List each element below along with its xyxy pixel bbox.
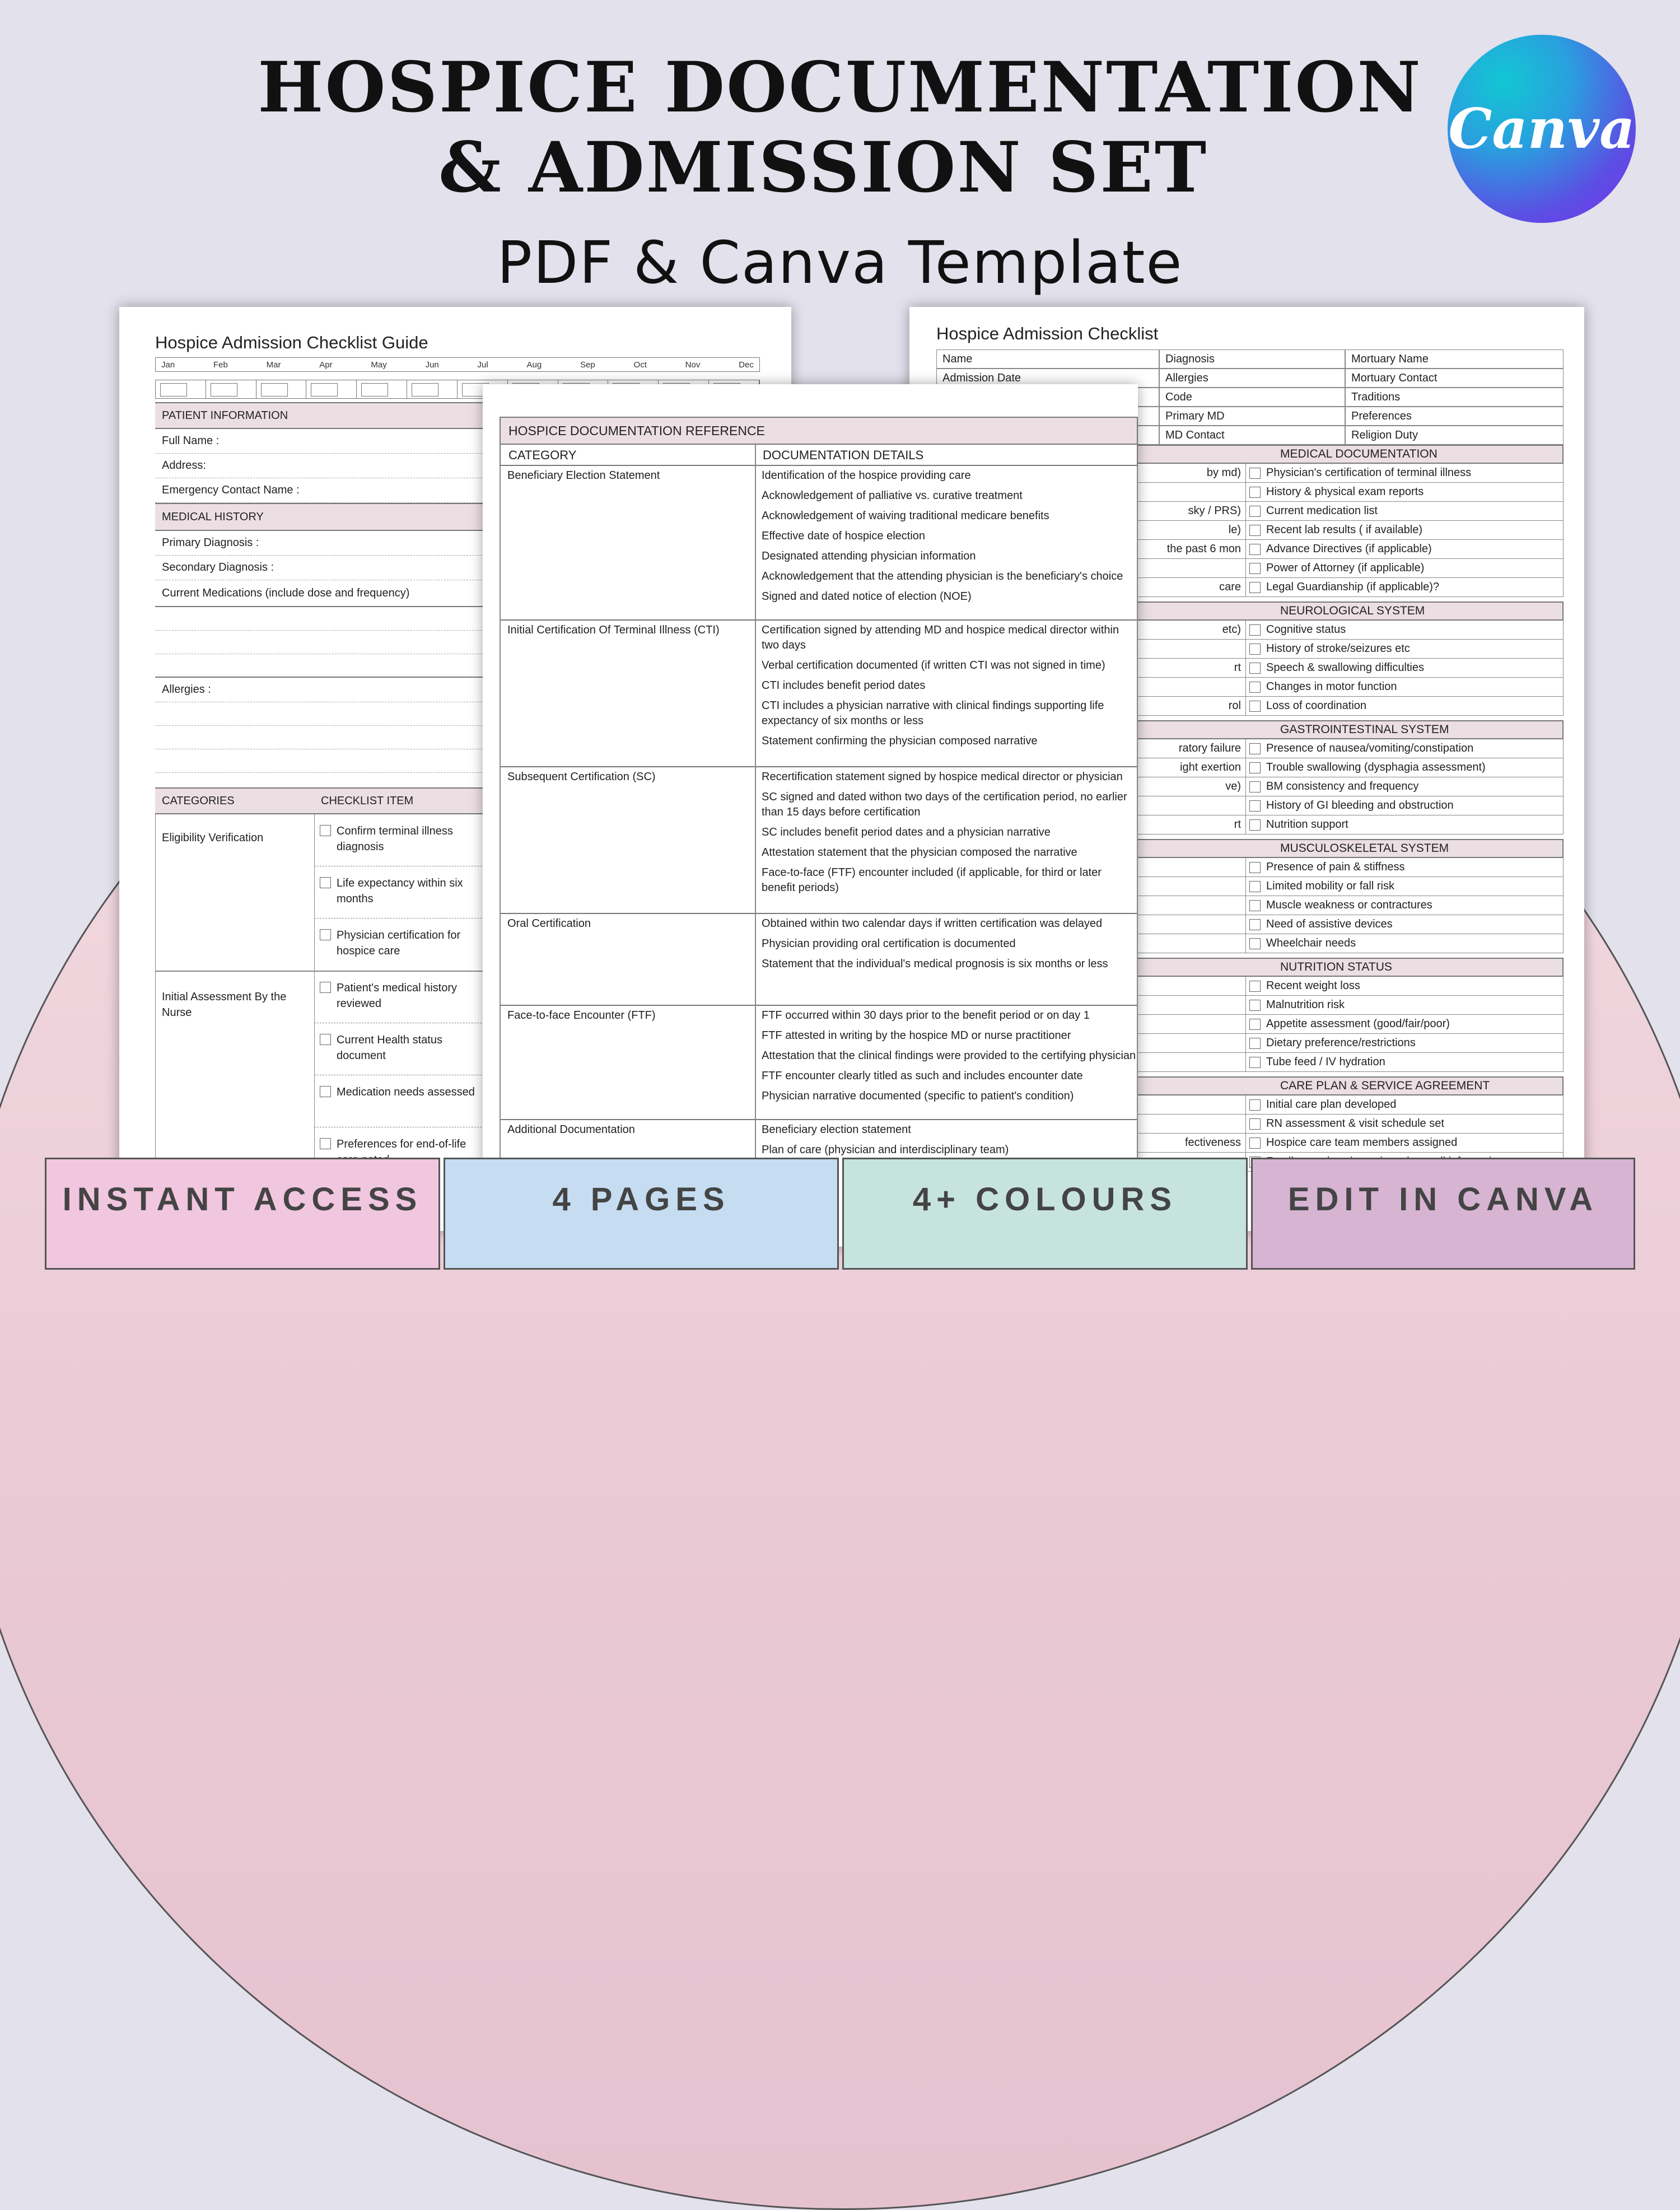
reference-detail-item: Statement confirming the physician composed narrative bbox=[762, 735, 1038, 747]
checkbox[interactable] bbox=[320, 982, 331, 993]
checklist-item[interactable] bbox=[1245, 540, 1564, 559]
checkbox[interactable] bbox=[1249, 1057, 1261, 1068]
reference-column-headers bbox=[500, 445, 1138, 466]
reference-category: Subsequent Certification (SC) bbox=[507, 771, 656, 783]
reference-detail-item: Acknowledgement of palliative vs. curative treatment bbox=[762, 489, 1023, 502]
checklist-item-label: Power of Attorney (if applicable) bbox=[1266, 562, 1425, 574]
section-title: MUSCULOSKELETAL SYSTEM bbox=[1280, 842, 1449, 855]
reference-details bbox=[762, 1008, 1138, 1109]
checkbox[interactable] bbox=[1249, 624, 1261, 636]
checklist-item-label: Nutrition support bbox=[1266, 818, 1348, 831]
reference-section bbox=[500, 621, 1138, 767]
month-label: Mar bbox=[266, 360, 281, 370]
reference-details bbox=[762, 623, 1138, 754]
checklist-item-label: RN assessment & visit schedule set bbox=[1266, 1117, 1444, 1130]
left-cell-text: rol bbox=[1228, 700, 1241, 712]
allergies-field[interactable]: Allergies : bbox=[155, 678, 760, 702]
badge-instant-access: INSTANT ACCESS bbox=[45, 1158, 440, 1270]
checkbox[interactable] bbox=[320, 929, 331, 940]
checkbox[interactable] bbox=[320, 1086, 331, 1097]
checkbox[interactable] bbox=[1249, 644, 1261, 655]
info-grid-cell[interactable]: Diagnosis bbox=[1159, 349, 1345, 369]
info-grid-cell[interactable]: Name bbox=[936, 349, 1159, 369]
info-grid-cell[interactable]: Allergies bbox=[1159, 369, 1345, 388]
checkbox[interactable] bbox=[1249, 544, 1261, 555]
secondary-diagnosis-field[interactable]: Secondary Diagnosis : bbox=[155, 556, 760, 580]
page-title: Hospice Admission Checklist bbox=[936, 324, 1159, 343]
checklist-item-label: Recent weight loss bbox=[1266, 980, 1360, 992]
checklist-item[interactable] bbox=[1245, 877, 1564, 896]
checklist-item[interactable] bbox=[1245, 896, 1564, 915]
month-label: Sep bbox=[580, 360, 595, 370]
reference-detail-item: Attestation statement that the physician composed the narrative bbox=[762, 846, 1077, 859]
checklist-item[interactable]: Confirm terminal illness diagnosis bbox=[320, 823, 499, 855]
checkbox[interactable] bbox=[320, 1138, 331, 1149]
reference-detail-item: Face-to-face (FTF) encounter included (if applicable, for third or later benefit periods) bbox=[762, 866, 1102, 894]
checklist-item[interactable] bbox=[1245, 697, 1564, 716]
checklist-item[interactable] bbox=[1245, 559, 1564, 578]
reference-detail-item: Recertification statement signed by hospice medical director or physician bbox=[762, 771, 1123, 783]
info-grid-cell[interactable]: Traditions bbox=[1345, 388, 1564, 407]
checkbox[interactable] bbox=[1249, 919, 1261, 930]
reference-detail-item: Beneficiary election statement bbox=[762, 1123, 911, 1136]
section-title: MEDICAL DOCUMENTATION bbox=[1280, 447, 1438, 460]
checklist-item-label: Trouble swallowing (dysphagia assessment) bbox=[1266, 761, 1486, 773]
reference-section bbox=[500, 1006, 1138, 1120]
reference-detail-item: Certification signed by attending MD and hospice medical director within two days bbox=[762, 624, 1119, 651]
reference-section bbox=[500, 914, 1138, 1006]
info-grid-cell[interactable]: Code bbox=[1159, 388, 1345, 407]
checkbox[interactable] bbox=[1249, 781, 1261, 792]
checklist-item-label: Physician's certification of terminal illness bbox=[1266, 467, 1472, 479]
reference-detail-item: Identification of the hospice providing care bbox=[762, 469, 971, 482]
checklist-item[interactable] bbox=[1245, 934, 1564, 953]
checklist-item-header: CHECKLIST ITEM bbox=[321, 794, 414, 807]
checklist-item[interactable] bbox=[1245, 578, 1564, 597]
checkbox[interactable] bbox=[1249, 881, 1261, 892]
page-documentation-reference bbox=[483, 384, 1138, 1247]
checklist-item[interactable] bbox=[1245, 977, 1564, 996]
checkbox[interactable] bbox=[1249, 1137, 1261, 1149]
reference-detail-item: Statement that the individual's medical prognosis is six months or less bbox=[762, 958, 1108, 970]
left-cell-text: etc) bbox=[1222, 623, 1241, 636]
left-cell-text: rt bbox=[1234, 818, 1241, 831]
address-field[interactable]: Address: bbox=[155, 454, 760, 478]
checklist-item-label: Advance Directives (if applicable) bbox=[1266, 543, 1432, 555]
checkbox[interactable] bbox=[1249, 900, 1261, 911]
reference-details bbox=[762, 916, 1138, 977]
reference-detail-item: CTI includes a physician narrative with clinical findings supporting life expectancy of six months or less bbox=[762, 700, 1104, 727]
reference-details bbox=[762, 1122, 1138, 1163]
reference-detail-item: SC signed and dated withon two days of the certification period, no earlier than 15 days before certification bbox=[762, 791, 1127, 818]
page-title: Hospice Admission Checklist Guide bbox=[155, 333, 428, 352]
checklist-item[interactable] bbox=[1245, 1095, 1564, 1115]
checklist-item[interactable] bbox=[1245, 739, 1564, 758]
category-column-header: CATEGORY bbox=[508, 448, 577, 462]
checklist-item-label: Hospice care team members assigned bbox=[1266, 1136, 1458, 1149]
checkbox[interactable] bbox=[1249, 487, 1261, 498]
info-grid-cell[interactable]: Religion Duty bbox=[1345, 426, 1564, 445]
checkbox[interactable] bbox=[1249, 938, 1261, 949]
checklist-item-label: Tube feed / IV hydration bbox=[1266, 1056, 1385, 1068]
left-cell-text: fectiveness bbox=[1184, 1136, 1241, 1149]
full-name-field[interactable]: Full Name : bbox=[155, 429, 760, 454]
left-cell-text: ve) bbox=[1225, 780, 1241, 792]
checklist-item-label: Cognitive status bbox=[1266, 623, 1346, 636]
reference-detail-item: Physician providing oral certification is documented bbox=[762, 938, 1016, 950]
badge-colours: 4+ COLOURS bbox=[842, 1158, 1248, 1270]
section-patient-information: PATIENT INFORMATION bbox=[155, 402, 760, 429]
checkbox[interactable] bbox=[1249, 525, 1261, 536]
reference-category: Oral Certification bbox=[507, 917, 591, 930]
checklist-item[interactable] bbox=[1245, 1115, 1564, 1134]
checkbox[interactable] bbox=[1249, 1019, 1261, 1030]
checkbox[interactable] bbox=[1249, 468, 1261, 479]
checklist-item[interactable]: Physician certification for hospice care bbox=[320, 927, 499, 959]
primary-diagnosis-field[interactable]: Primary Diagnosis : bbox=[155, 531, 760, 556]
checklist-item[interactable] bbox=[1245, 858, 1564, 877]
checkbox[interactable] bbox=[1249, 1038, 1261, 1049]
canva-logo: Canva bbox=[1448, 35, 1636, 223]
info-grid-cell[interactable]: Mortuary Contact bbox=[1345, 369, 1564, 388]
left-cell-text: rt bbox=[1234, 661, 1241, 674]
checklist-item-label: Changes in motor function bbox=[1266, 680, 1397, 693]
info-grid-cell[interactable]: Mortuary Name bbox=[1345, 349, 1564, 369]
checklist-item-label: Presence of pain & stiffness bbox=[1266, 861, 1405, 873]
checkbox[interactable] bbox=[320, 877, 331, 888]
reference-category: Face-to-face Encounter (FTF) bbox=[507, 1009, 656, 1022]
checkbox[interactable] bbox=[1249, 1099, 1261, 1111]
month-label: Aug bbox=[526, 360, 542, 370]
checklist-item-label: Recent lab results ( if available) bbox=[1266, 524, 1423, 536]
badge-pages: 4 PAGES bbox=[444, 1158, 839, 1270]
checklist-item-label: Wheelchair needs bbox=[1266, 937, 1356, 949]
checklist-item-label: History & physical exam reports bbox=[1266, 486, 1424, 498]
checklist-item[interactable] bbox=[1245, 659, 1564, 678]
info-grid-cell[interactable]: Primary MD bbox=[1159, 407, 1345, 426]
checkbox[interactable] bbox=[1249, 743, 1261, 754]
month-label: Dec bbox=[739, 360, 754, 370]
main-title-line-1: HOSPICE DOCUMENTATION bbox=[258, 47, 1422, 128]
month-label: Jun bbox=[425, 360, 439, 370]
month-label: Apr bbox=[319, 360, 333, 370]
checklist-item-label: Limited mobility or fall risk bbox=[1266, 880, 1394, 892]
checklist-item-label: History of GI bleeding and obstruction bbox=[1266, 799, 1454, 812]
checkbox[interactable] bbox=[1249, 1118, 1261, 1130]
details-column-header: DOCUMENTATION DETAILS bbox=[763, 448, 924, 462]
checklist-item-label: Presence of nausea/vomiting/constipation bbox=[1266, 742, 1474, 754]
checklist-item[interactable] bbox=[1245, 777, 1564, 796]
checklist-item[interactable] bbox=[1245, 678, 1564, 697]
reference-detail-item: Signed and dated notice of election (NOE) bbox=[762, 590, 972, 603]
current-medications-field[interactable]: Current Medications (include dose and frequency) bbox=[155, 580, 760, 607]
checkbox[interactable] bbox=[320, 825, 331, 836]
section-title: NUTRITION STATUS bbox=[1280, 961, 1392, 973]
checklist-item[interactable] bbox=[1245, 464, 1564, 483]
month-label: Jul bbox=[477, 360, 488, 370]
checkbox[interactable] bbox=[1249, 762, 1261, 773]
info-grid-cell[interactable]: MD Contact bbox=[1159, 426, 1345, 445]
checklist-item[interactable] bbox=[1245, 483, 1564, 502]
categories-header: CATEGORIES bbox=[162, 794, 235, 807]
checkbox[interactable] bbox=[1249, 819, 1261, 831]
checkbox[interactable] bbox=[1249, 582, 1261, 593]
info-grid-cell[interactable]: Admission Date bbox=[936, 369, 1159, 388]
checklist-item-label: Muscle weakness or contractures bbox=[1266, 899, 1432, 911]
checklist-item[interactable] bbox=[1245, 502, 1564, 521]
reference-detail-item: Designated attending physician information bbox=[762, 550, 976, 562]
checklist-item[interactable]: Current Health status document bbox=[320, 1032, 499, 1064]
subtitle: PDF & Canva Template bbox=[497, 229, 1183, 297]
checkbox[interactable] bbox=[1249, 981, 1261, 992]
checkbox[interactable] bbox=[1249, 862, 1261, 873]
checklist-item[interactable] bbox=[1245, 1053, 1564, 1072]
checklist-item-label: Appetite assessment (good/fair/poor) bbox=[1266, 1018, 1450, 1030]
reference-detail-item: Attestation that the clinical findings were provided to the certifying physician bbox=[762, 1050, 1136, 1062]
checklist-item[interactable]: Preferences for end-of-life bbox=[320, 1136, 499, 1168]
checklist-item[interactable] bbox=[1245, 996, 1564, 1015]
checkbox[interactable] bbox=[1249, 506, 1261, 517]
reference-detail-item: CTI includes benefit period dates bbox=[762, 679, 926, 692]
checklist-item-label: Loss of coordination bbox=[1266, 700, 1367, 712]
left-cell-text: sky / PRS) bbox=[1188, 505, 1241, 517]
reference-detail-item: Effective date of hospice election bbox=[762, 530, 926, 542]
checklist-item-label: Legal Guardianship (if applicable)? bbox=[1266, 581, 1440, 593]
reference-category: Beneficiary Election Statement bbox=[507, 469, 660, 482]
checkbox[interactable] bbox=[1249, 1000, 1261, 1011]
badge-edit-in-canva: EDIT IN CANVA bbox=[1251, 1158, 1635, 1270]
emergency-contact-field[interactable]: Emergency Contact Name : bbox=[155, 478, 760, 503]
month-label: Feb bbox=[213, 360, 228, 370]
category-assessment: Initial Assessment By the Nurse bbox=[162, 991, 287, 1019]
reference-detail-item: FTF encounter clearly titled as such and includes encounter date bbox=[762, 1070, 1083, 1082]
month-label: Jan bbox=[161, 360, 175, 370]
checklist-item[interactable]: Patient's medical history reviewed bbox=[320, 980, 499, 1011]
reference-detail-item: Verbal certification documented (if written CTI was not signed in time) bbox=[762, 659, 1105, 672]
checkbox[interactable] bbox=[1249, 563, 1261, 574]
month-label: May bbox=[371, 360, 387, 370]
left-cell-text: care bbox=[1219, 581, 1241, 593]
reference-detail-item: FTF occurred within 30 days prior to the benefit period or on day 1 bbox=[762, 1009, 1090, 1022]
checklist-item-label: History of stroke/seizures etc bbox=[1266, 642, 1410, 655]
reference-category: Additional Documentation bbox=[507, 1123, 635, 1136]
checklist-item[interactable] bbox=[1245, 1134, 1564, 1153]
main-title-line-2: & ADMISSION SET bbox=[438, 127, 1208, 208]
reference-detail-item: SC includes benefit period dates and a physician narrative bbox=[762, 826, 1051, 838]
reference-section bbox=[500, 466, 1138, 621]
section-title: GASTROINTESTINAL SYSTEM bbox=[1280, 723, 1449, 736]
reference-detail-item: Acknowledgement that the attending physician is the beneficiary's choice bbox=[762, 570, 1123, 582]
left-cell-text: by md) bbox=[1206, 467, 1241, 479]
reference-detail-item: Acknowledgement of waiving traditional medicare benefits bbox=[762, 510, 1049, 522]
section-title: NEUROLOGICAL SYSTEM bbox=[1280, 604, 1425, 617]
checklist-item-label: Speech & swallowing difficulties bbox=[1266, 661, 1425, 674]
month-label: Oct bbox=[633, 360, 647, 370]
checklist-item-label: BM consistency and frequency bbox=[1266, 780, 1419, 792]
checklist-item-label: Malnutrition risk bbox=[1266, 999, 1345, 1011]
checkbox[interactable] bbox=[1249, 663, 1261, 674]
reference-detail-item: FTF attested in writing by the hospice MD or nurse practitioner bbox=[762, 1029, 1071, 1042]
month-header bbox=[155, 357, 760, 372]
category-eligibility: Eligibility Verification bbox=[162, 832, 264, 844]
checklist-item[interactable] bbox=[1245, 796, 1564, 815]
checklist-item-label: Current medication list bbox=[1266, 505, 1378, 517]
checklist-item[interactable] bbox=[1245, 758, 1564, 777]
checklist-item-label: Need of assistive devices bbox=[1266, 918, 1393, 930]
reference-detail-item: Obtained within two calendar days if written certification was delayed bbox=[762, 917, 1103, 930]
reference-title: HOSPICE DOCUMENTATION REFERENCE bbox=[500, 417, 1138, 445]
checkbox[interactable] bbox=[1249, 701, 1261, 712]
section-medical-history: MEDICAL HISTORY bbox=[155, 503, 760, 531]
info-grid-cell[interactable]: Preferences bbox=[1345, 407, 1564, 426]
checklist-item[interactable] bbox=[1245, 815, 1564, 834]
left-cell-text: ight exertion bbox=[1180, 761, 1241, 773]
checkbox[interactable] bbox=[1249, 800, 1261, 812]
checklist-item[interactable] bbox=[1245, 915, 1564, 934]
reference-details bbox=[762, 770, 1138, 901]
checklist-item[interactable] bbox=[1245, 521, 1564, 540]
checklist-item-label: Dietary preference/restrictions bbox=[1266, 1037, 1416, 1049]
reference-category: Initial Certification Of Terminal Illness (CTI) bbox=[507, 624, 720, 636]
reference-details bbox=[762, 468, 1138, 609]
checklist-item[interactable] bbox=[1245, 1034, 1564, 1053]
checklist-item[interactable] bbox=[1245, 621, 1564, 640]
reference-detail-item: Plan of care (physician and interdisciplinary team) bbox=[762, 1144, 1009, 1156]
left-cell-text: the past 6 mon bbox=[1166, 543, 1241, 555]
checkbox[interactable] bbox=[320, 1034, 331, 1045]
checklist-item[interactable] bbox=[1245, 640, 1564, 659]
checkbox[interactable] bbox=[1249, 682, 1261, 693]
checklist-item[interactable] bbox=[1245, 1015, 1564, 1034]
section-title: CARE PLAN & SERVICE AGREEMENT bbox=[1280, 1079, 1490, 1092]
checklist-item[interactable]: Medication needs assessed bbox=[320, 1084, 499, 1100]
month-label: Nov bbox=[685, 360, 701, 370]
checklist-item-label: Initial care plan developed bbox=[1266, 1098, 1397, 1111]
left-cell-text: le) bbox=[1228, 524, 1241, 536]
reference-detail-item: Physician narrative documented (specific to patient's condition) bbox=[762, 1090, 1074, 1102]
reference-section bbox=[500, 767, 1138, 914]
checklist-item[interactable]: Life expectancy within six months bbox=[320, 875, 499, 907]
left-cell-text: ratory failure bbox=[1178, 742, 1241, 754]
